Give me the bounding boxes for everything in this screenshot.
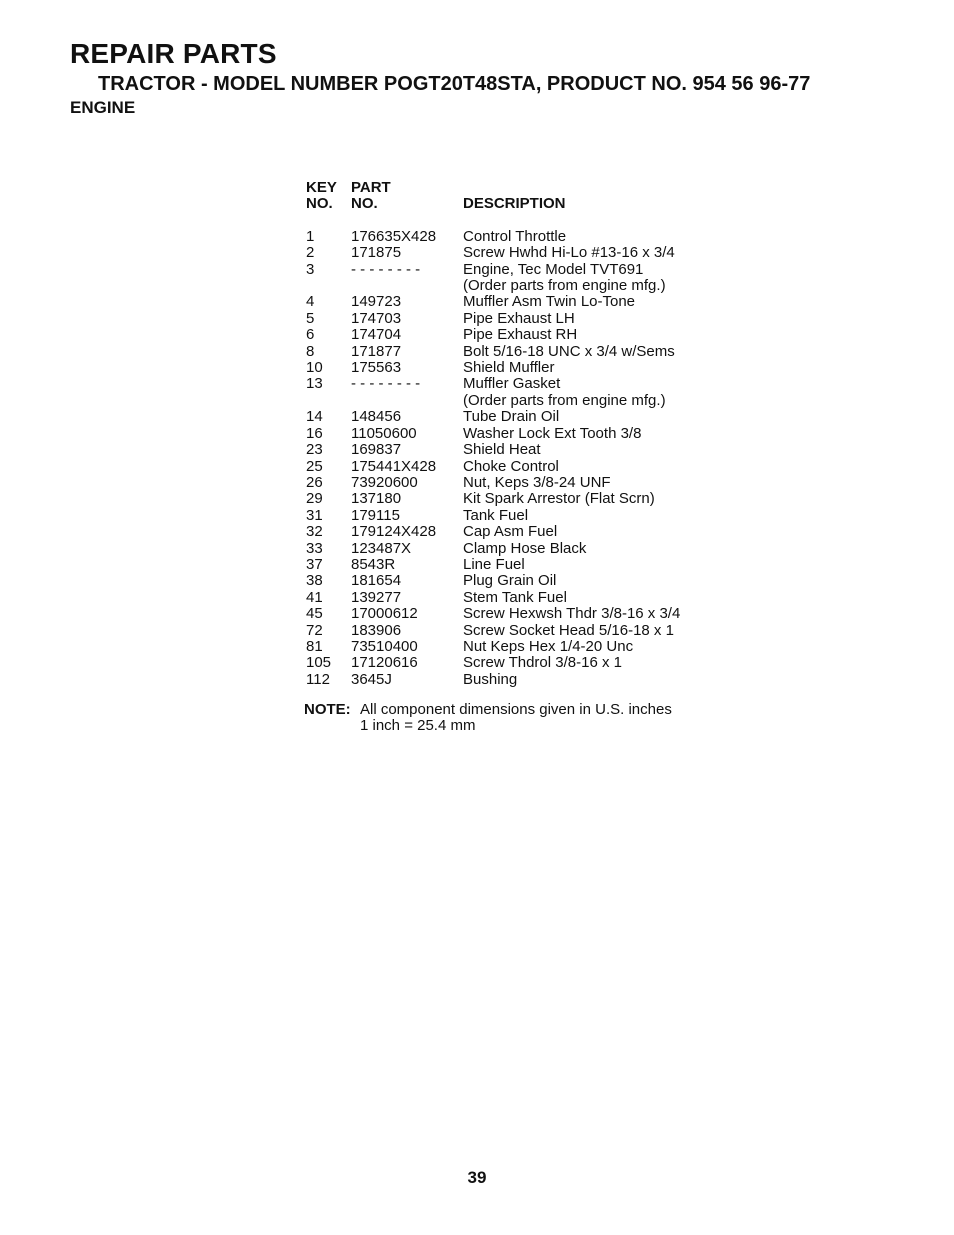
table-row (306, 229, 723, 245)
key-no: 10 (306, 359, 323, 377)
table-row (306, 459, 723, 475)
part-no: 169837 (351, 441, 402, 459)
key-no: 13 (306, 375, 323, 393)
key-no: 26 (306, 473, 323, 491)
part-no: 176635X428 (351, 227, 437, 245)
table-row (306, 491, 723, 507)
page-number: 39 (467, 1168, 487, 1187)
table-row (306, 426, 723, 442)
column-header-description (463, 180, 723, 196)
description: Nut, Keps 3/8-24 UNF (463, 473, 611, 491)
header-gap (306, 213, 723, 229)
description: Control Throttle (463, 227, 567, 245)
description: Tube Drain Oil (463, 408, 560, 426)
table-header-row-1 (306, 180, 723, 196)
description: Screw Socket Head 5/16-18 x 1 (463, 621, 674, 639)
part-no: 174703 (351, 309, 402, 327)
description: Choke Control (463, 457, 559, 475)
key-no: 33 (306, 539, 323, 557)
table-row (306, 655, 723, 671)
key-no: 5 (306, 309, 315, 327)
description: Screw Thdrol 3/8-16 x 1 (463, 654, 622, 672)
key-no: 2 (306, 244, 315, 262)
note-line-2: 1 inch = 25.4 mm (360, 717, 476, 735)
table-row (306, 475, 723, 491)
table-row (306, 278, 723, 294)
key-no: 72 (306, 621, 323, 639)
table-row (306, 557, 723, 573)
part-no: 148456 (351, 408, 402, 426)
column-header-part-no: NO. (351, 195, 378, 213)
table-row (306, 327, 723, 343)
column-header-key-no: NO. (306, 195, 333, 213)
part-no: 73510400 (351, 637, 418, 655)
part-no: 175441X428 (351, 457, 437, 475)
description: Plug Grain Oil (463, 572, 557, 590)
description: (Order parts from engine mfg.) (463, 277, 666, 295)
key-no: 31 (306, 506, 323, 524)
part-no: - - - - - - - - (351, 260, 421, 278)
note-text (360, 702, 672, 735)
key-no (306, 393, 351, 409)
part-no: 174704 (351, 326, 402, 344)
section-heading: ENGINE (70, 98, 136, 117)
description: Line Fuel (463, 555, 525, 573)
table-row (306, 393, 723, 409)
description: Kit Spark Arrestor (Flat Scrn) (463, 490, 655, 508)
description: Engine, Tec Model TVT691 (463, 260, 644, 278)
key-no: 29 (306, 490, 323, 508)
table-row (306, 573, 723, 589)
part-no: 149723 (351, 293, 402, 311)
description: Shield Muffler (463, 359, 555, 377)
part-no: 175563 (351, 359, 402, 377)
description: Pipe Exhaust RH (463, 326, 578, 344)
parts-rows (306, 229, 723, 688)
part-no: 123487X (351, 539, 412, 557)
part-no: 73920600 (351, 473, 418, 491)
description: Clamp Hose Black (463, 539, 587, 557)
column-header-key: KEY (306, 179, 337, 196)
part-no: - - - - - - - - (351, 375, 421, 393)
key-no: 81 (306, 637, 323, 655)
table-row (306, 344, 723, 360)
key-no: 16 (306, 424, 323, 442)
page-title: REPAIR PARTS (70, 38, 277, 69)
description: Pipe Exhaust LH (463, 309, 575, 327)
table-row (306, 541, 723, 557)
description: Washer Lock Ext Tooth 3/8 (463, 424, 642, 442)
key-no: 37 (306, 555, 323, 573)
key-no: 112 (306, 670, 330, 688)
part-no: 17000612 (351, 605, 418, 623)
part-no: 171877 (351, 342, 402, 360)
table-row (306, 508, 723, 524)
description: Screw Hwhd Hi-Lo #13-16 x 3/4 (463, 244, 675, 262)
key-no: 32 (306, 523, 323, 541)
key-no: 8 (306, 342, 315, 360)
key-no: 14 (306, 408, 323, 426)
table-row (306, 639, 723, 655)
key-no: 38 (306, 572, 323, 590)
description: Tank Fuel (463, 506, 529, 524)
part-no: 179124X428 (351, 523, 437, 541)
table-row (306, 245, 723, 261)
description: Stem Tank Fuel (463, 588, 567, 606)
key-no: 23 (306, 441, 323, 459)
part-no: 8543R (351, 555, 396, 573)
key-no: 3 (306, 260, 315, 278)
parts-list (306, 180, 723, 688)
part-no: 3645J (351, 670, 392, 688)
note-label: NOTE: (304, 701, 351, 718)
table-row (306, 262, 723, 278)
description: Cap Asm Fuel (463, 523, 558, 541)
key-no: 25 (306, 457, 323, 475)
table-row (306, 623, 723, 639)
description: Muffler Gasket (463, 375, 561, 393)
model-subtitle: TRACTOR - MODEL NUMBER POGT20T48STA, PRODUCT NO. 954 56 96-77 (98, 73, 811, 95)
table-row (306, 524, 723, 540)
part-no: 11050600 (351, 424, 417, 442)
table-row (306, 409, 723, 425)
part-no: 181654 (351, 572, 402, 590)
table-row (306, 311, 723, 327)
description: Bushing (463, 670, 518, 688)
description: Shield Heat (463, 441, 541, 459)
part-no: 139277 (351, 588, 402, 606)
table-row (306, 376, 723, 392)
description: Bolt 5/16-18 UNC x 3/4 w/Sems (463, 342, 675, 360)
part-no: 137180 (351, 490, 402, 508)
table-row (306, 606, 723, 622)
part-no (351, 278, 463, 294)
table-row (306, 672, 723, 688)
key-no: 45 (306, 605, 323, 623)
note (304, 702, 672, 735)
part-no (351, 393, 463, 409)
part-no: 171875 (351, 244, 402, 262)
description: Screw Hexwsh Thdr 3/8-16 x 3/4 (463, 605, 681, 623)
column-header-part: PART (351, 179, 391, 196)
key-no: 4 (306, 293, 315, 311)
table-row (306, 360, 723, 376)
key-no (306, 278, 351, 294)
table-row (306, 294, 723, 310)
key-no: 6 (306, 326, 315, 344)
table-row (306, 590, 723, 606)
part-no: 179115 (351, 506, 400, 524)
part-no: 17120616 (351, 654, 418, 672)
key-no: 105 (306, 654, 332, 672)
table-header-row-2 (306, 196, 723, 212)
note-line-1: All component dimensions given in U.S. inches (360, 701, 672, 718)
description: Muffler Asm Twin Lo-Tone (463, 293, 636, 311)
column-header-description-label: DESCRIPTION (463, 195, 566, 213)
description: Nut Keps Hex 1/4-20 Unc (463, 637, 634, 655)
key-no: 41 (306, 588, 323, 606)
table-row (306, 442, 723, 458)
part-no: 183906 (351, 621, 402, 639)
key-no: 1 (306, 227, 315, 245)
description: (Order parts from engine mfg.) (463, 391, 666, 409)
